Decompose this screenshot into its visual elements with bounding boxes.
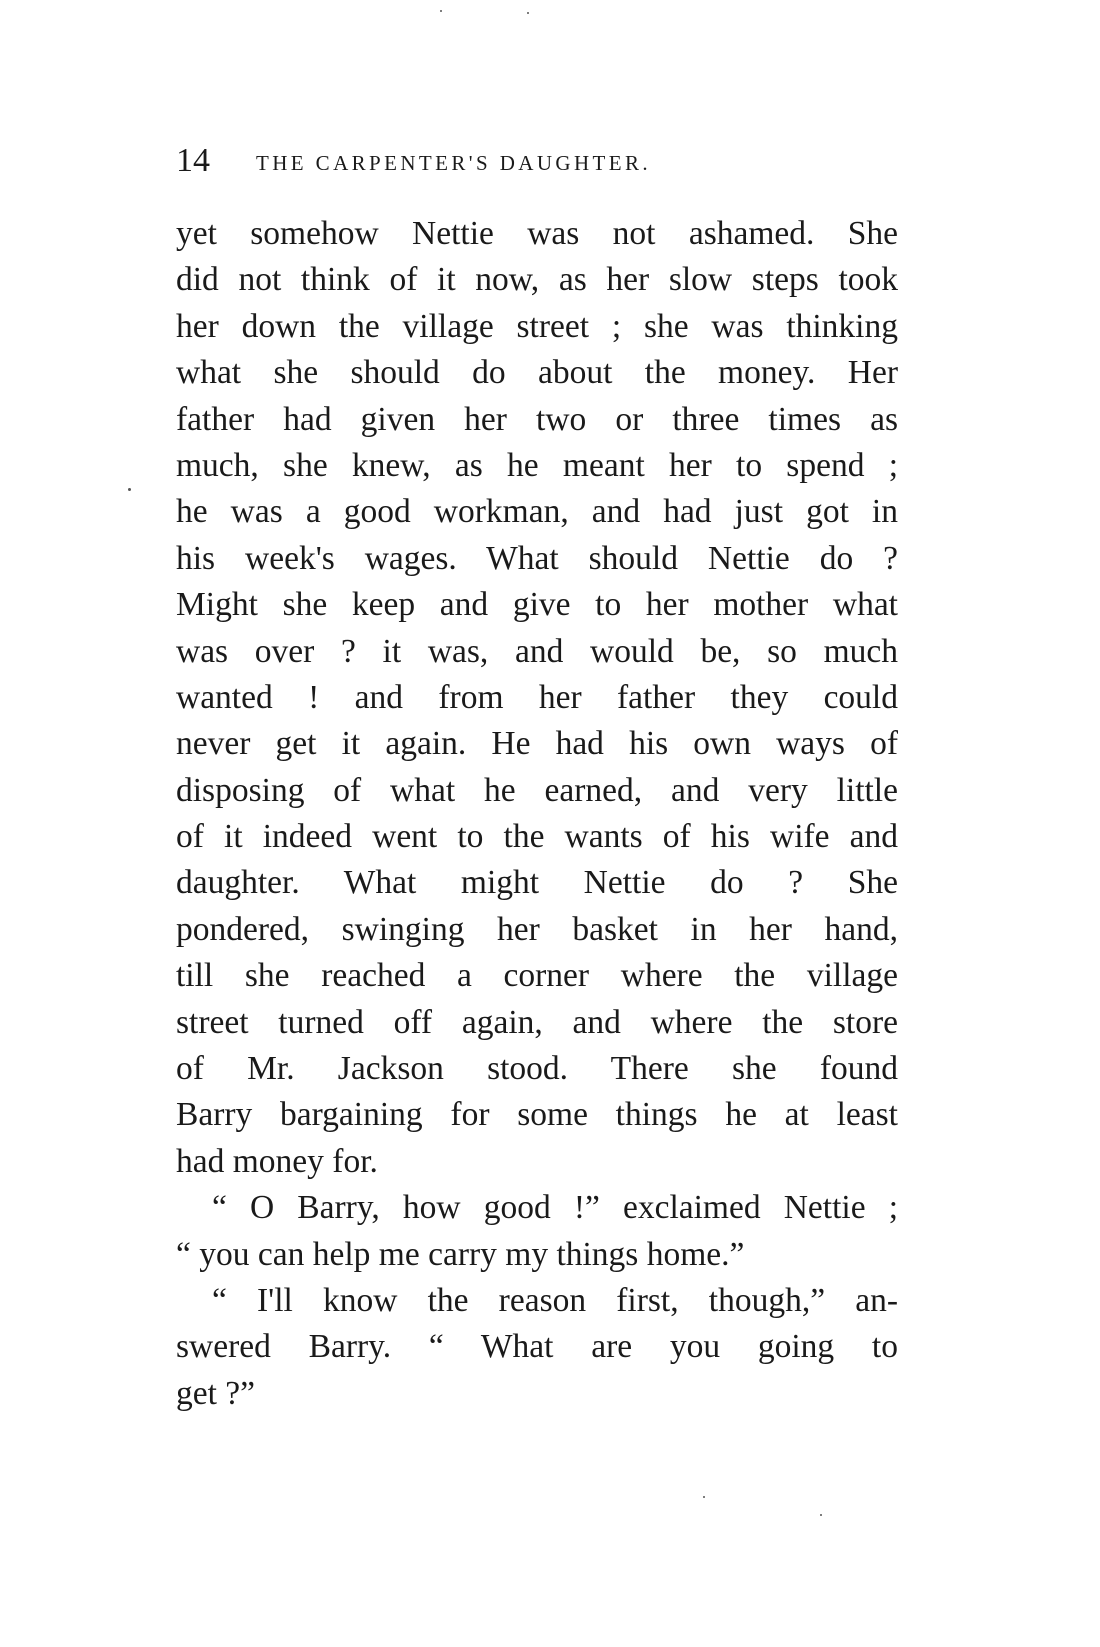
text-line: Barry bargaining for some things he at least [176, 1096, 898, 1134]
text-line: her down the village street ; she was thinking [176, 307, 898, 345]
scan-speck [820, 1514, 822, 1516]
text-line: his week's wages. What should Nettie do ? [176, 539, 898, 577]
text-line: wanted ! and from her father they could [176, 678, 898, 716]
text-line: disposing of what he earned, and very little [176, 771, 898, 809]
text-line: till she reached a corner where the village [176, 957, 898, 995]
body-text [176, 211, 898, 1417]
scan-speck [527, 12, 529, 14]
text-line: yet somehow Nettie was not ashamed. She [176, 215, 898, 252]
text-line: what she should do about the money. Her [176, 354, 898, 392]
paragraph-end-line: “ you can help me carry my things home.” [176, 1235, 745, 1273]
text-line: was over ? it was, and would be, so much [176, 632, 898, 670]
text-line: never get it again. He had his own ways of [176, 725, 898, 763]
paragraph-end-line: had money for. [176, 1142, 378, 1180]
page-header [176, 141, 898, 185]
text-line: did not think of it now, as her slow steps took [176, 261, 898, 299]
text-line: he was a good workman, and had just got in [176, 493, 898, 531]
text-line: of Mr. Jackson stood. There she found [176, 1050, 898, 1088]
text-line: father had given her two or three times as [176, 400, 898, 438]
scan-speck [128, 488, 131, 491]
page-number: 14 [176, 142, 210, 179]
text-line: Might she keep and give to her mother what [176, 586, 898, 624]
text-line: daughter. What might Nettie do ? She [176, 864, 898, 902]
scan-speck [703, 1496, 705, 1498]
text-line: pondered, swinging her basket in her hand, [176, 910, 898, 948]
text-line: of it indeed went to the wants of his wife and [176, 818, 898, 856]
text-line: “ O Barry, how good !” exclaimed Nettie ; [212, 1189, 898, 1227]
running-title: THE CARPENTER'S DAUGHTER. [256, 151, 652, 175]
scan-speck [440, 10, 442, 12]
text-line: swered Barry. “ What are you going to [176, 1328, 898, 1366]
text-line: “ I'll know the reason first, though,” an- [212, 1281, 898, 1319]
paragraph-end-line: get ?” [176, 1374, 256, 1412]
text-line: street turned off again, and where the store [176, 1003, 898, 1041]
text-line: much, she knew, as he meant her to spend ; [176, 446, 898, 484]
